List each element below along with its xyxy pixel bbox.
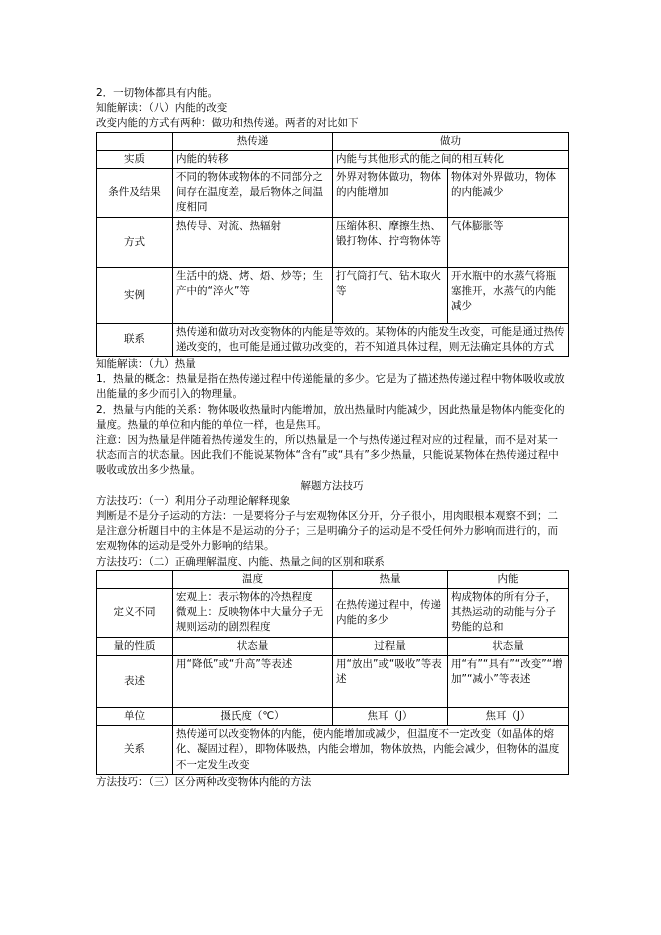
table-cell: 状态量	[448, 637, 569, 655]
table-row	[97, 707, 569, 725]
text-paragraph: 1．热量的概念：热量是指在热传递过程中传递能量的多少。它是为了描述热传递过程中物体吸收或放出能量的多少而引入的物理量。	[96, 373, 565, 401]
table-cell: 过程量	[333, 637, 448, 655]
table-row	[97, 726, 569, 775]
table-header-cell	[97, 132, 173, 150]
table-cell: 开水瓶中的水蒸气将瓶塞推开，水蒸气的内能减少	[448, 267, 569, 323]
row-label: 方式	[97, 217, 173, 267]
text-line-2: 知能解读：（八）内能的改变	[96, 102, 228, 115]
table-cell: 气体膨胀等	[448, 217, 569, 267]
text-line: 方法技巧：（一）利用分子动理论解释现象	[96, 494, 291, 507]
text-paragraph: 判断是不是分子运动的方法：一是要将分子与宏观物体区分开，分子很小，用肉眼根本观察不到；二是注意分析题目中的主体是不是运动的分子；三是明确分子的运动是不受任何外力影响而进行的，而宏观物体的运动是受外力影响的结果。	[96, 510, 558, 553]
table-cell: 焦耳（J）	[448, 707, 569, 725]
table-row	[97, 267, 569, 323]
table-cell: 用“有”“具有”“改变”“增加”“减小”等表述	[448, 655, 569, 707]
table-row	[97, 169, 569, 218]
row-label: 实例	[97, 267, 173, 323]
row-label: 实质	[97, 150, 173, 168]
table-header-cell: 热传递	[173, 132, 333, 150]
table-row	[97, 217, 569, 267]
table-cell: 内能与其他形式的能之间的相互转化	[333, 150, 569, 168]
table-cell: 生活中的烧、烤、焐、炒等；生产中的“淬火”等	[173, 267, 333, 323]
table-cell: 不同的物体或物体的不同部分之间存在温度差，最后物体之间温度相同	[173, 169, 333, 218]
table-cell: 宏观上：表示物体的冷热程度 微观上：反映物体中大量分子无规则运动的剧烈程度	[173, 589, 333, 638]
table-cell: 热传递可以改变物体的内能，使内能增加或减少，但温度不一定改变（如晶体的熔化、凝固过程），即物体吸热，内能会增加，物体放热，内能会减少，但物体的温度不一定发生改变	[173, 726, 569, 775]
text-paragraph: 注意：因为热量是伴随着热传递发生的，所以热量是一个与热传递过程对应的过程量，而不是对某一状态而言的状态量。因此我们不能说某物体“含有”或“具有”多少热量，只能说某物体在热传递过程中吸收或放出多少热量。	[96, 434, 559, 477]
table-cell: 热传递和做功对改变物体的内能是等效的。某物体的内能发生改变，可能是通过热传递改变的，也可能是通过做功改变的，若不知道具体过程，则无法确定具体的方式	[173, 323, 569, 356]
text-line: 方法技巧：（三）区分两种改变物体内能的方法	[96, 775, 312, 788]
table-cell: 焦耳（J）	[333, 707, 448, 725]
table-cell: 外界对物体做功，物体的内能增加	[333, 169, 448, 218]
row-label: 量的性质	[97, 637, 173, 655]
table-row	[97, 655, 569, 707]
document-page	[96, 86, 568, 790]
text-line: 方法技巧：（二）正确理解温度、内能、热量之间的区别和联系	[96, 555, 385, 568]
table-cell: 物体对外界做功，物体的内能减少	[448, 169, 569, 218]
table-cell: 打气筒打气、钻木取火等	[333, 267, 448, 323]
table-header-row	[97, 132, 569, 150]
comparison-table-temperature-heat-energy	[96, 570, 569, 775]
table-header-cell: 温度	[173, 570, 333, 588]
table-row	[97, 150, 569, 168]
table-cell: 在热传递过程中，传递内能的多少	[333, 589, 448, 638]
table-cell: 构成物体的所有分子，其热运动的动能与分子势能的总和	[448, 589, 569, 638]
section-title: 解题方法技巧	[300, 479, 364, 492]
row-label: 联系	[97, 323, 173, 356]
text-line: 知能解读：（九）热量	[96, 358, 196, 371]
table-cell: 用“降低”或“升高”等表述	[173, 655, 333, 707]
row-label: 单位	[97, 707, 173, 725]
text-line-1: 2．一切物体都具有内能。	[96, 87, 219, 99]
row-label: 表述	[97, 655, 173, 707]
table-header-cell	[97, 570, 173, 588]
table-cell: 状态量	[173, 637, 333, 655]
row-label: 关系	[97, 726, 173, 775]
table-header-cell: 内能	[448, 570, 569, 588]
text-paragraph: 2．热量与内能的关系：物体吸收热量时内能增加，放出热量时内能减少，因此热量是物体内能变化的量度。热量的单位和内能的单位一样，也是焦耳。	[96, 403, 565, 431]
table-cell: 用“放出”或“吸收”等表述	[333, 655, 448, 707]
table-cell: 摄氏度（℃）	[173, 707, 333, 725]
table-cell: 内能的转移	[173, 150, 333, 168]
comparison-table-heat-work	[96, 132, 569, 357]
table-header-cell: 热量	[333, 570, 448, 588]
table-row	[97, 589, 569, 638]
table-header-cell: 做功	[333, 132, 569, 150]
row-label: 定义不同	[97, 589, 173, 638]
row-label: 条件及结果	[97, 169, 173, 218]
table-row	[97, 323, 569, 356]
text-line-3: 改变内能的方式有两种：做功和热传递。两者的对比如下	[96, 117, 359, 130]
table-header-row	[97, 570, 569, 588]
table-cell: 压缩体积、摩擦生热、锻打物体、拧弯物体等	[333, 217, 448, 267]
table-cell: 热传导、对流、热辐射	[173, 217, 333, 267]
table-row	[97, 637, 569, 655]
